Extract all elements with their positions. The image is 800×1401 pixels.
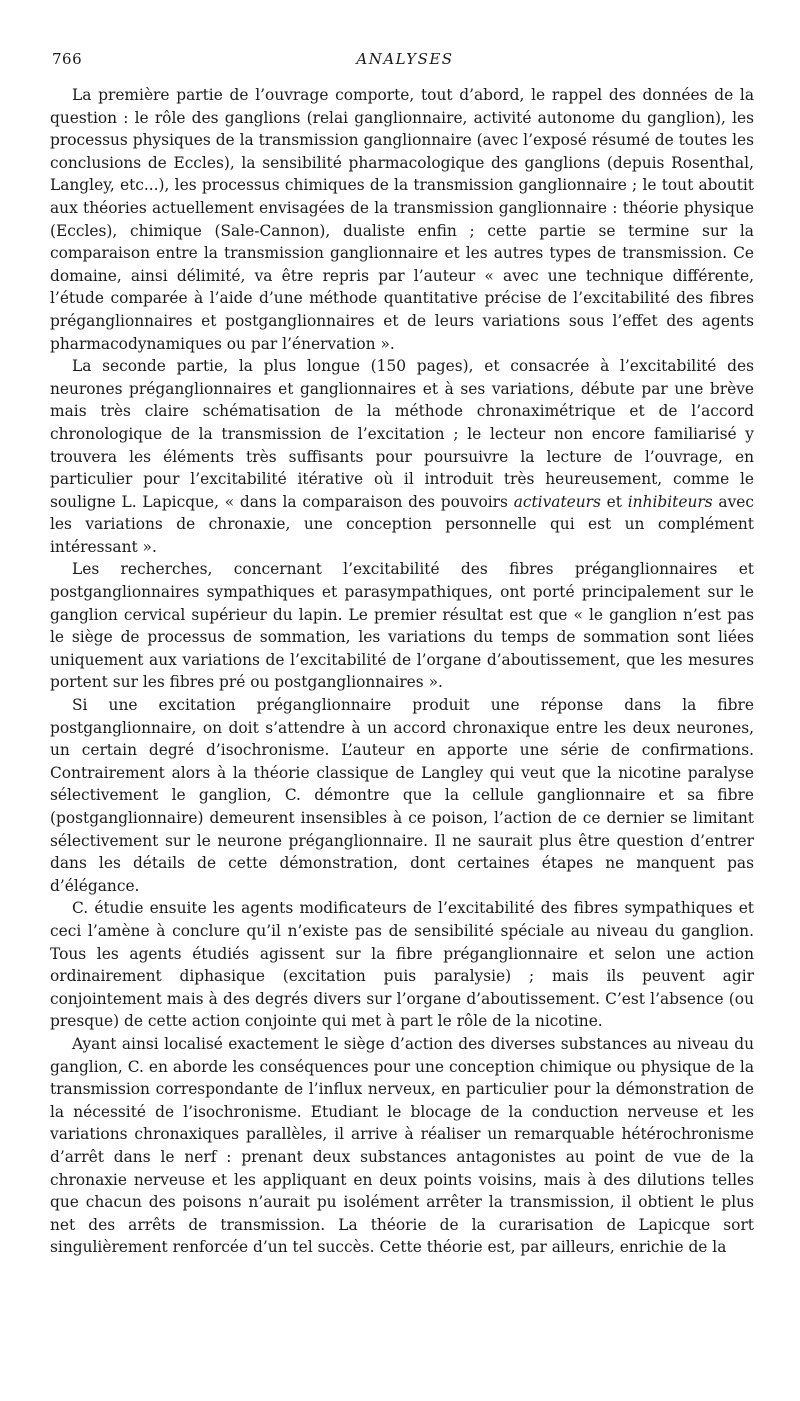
paragraph-text: Les recherches, concernant l’excitabilité des fibres préganglionnaires et postganglionnaires sympathiques et parasympathiques, ont porté principalement sur le ganglion cervical supérieur du lapin. Le premier résultat est que « le ganglion n’est pas le siège de processus de sommation, les variations du temps de sommation sont liées uniquement aux variations de l’excitabilité de l’organe d’aboutissement, que les mesures portent sur les fibres pré ou postganglionnaires ». [50, 560, 754, 692]
paragraph [50, 355, 754, 558]
paragraph [50, 1033, 754, 1259]
paragraph-text: La première partie de l’ouvrage comporte, tout d’abord, le rappel des données de la question : le rôle des ganglions (relai ganglionnaire, activité autonome du ganglion), les processus physiques de la transmission ganglionnaire (avec l’exposé résumé de toutes les conclusions de Eccles), la sensibilité pharmacologique des ganglions (depuis Rosenthal, Langley, etc...), les processus chimiques de la transmission ganglionnaire ; le tout aboutit aux théories actuellement envisagées de la transmission ganglionnaire : théorie physique (Eccles), chimique (Sale-Cannon), dualiste enfin ; cette partie se termine sur la comparaison entre la transmission ganglionnaire et les autres types de transmission. Ce domaine, ainsi délimité, va être repris par l’auteur « avec une technique différente, l’étude comparée à l’aide d’une méthode quantitative précise de l’excitabilité des fibres préganglionnaires et postganglionnaires et de leurs variations sous l’effet des agents pharmacodynamiques ou par l’énervation ». [50, 86, 754, 353]
paragraph-text: C. étudie ensuite les agents modificateurs de l’excitabilité des fibres sympathiques et ceci l’amène à conclure qu’il n’existe pas de sensibilité spéciale au niveau du ganglion. Tous les agents étudiés agissent sur la fibre préganglionnaire et selon une action ordinairement diphasique (excitation puis paralysie) ; mais ils peuvent agir conjointement mais à des degrés divers sur l’organe d’aboutissement. C’est l’absence (ou presque) de cette action conjointe qui met à part le rôle de la nicotine. [50, 899, 754, 1031]
page-header [52, 50, 758, 72]
paragraph [50, 694, 754, 897]
paragraph-text: et [600, 492, 628, 511]
italic-text: activateurs [513, 492, 601, 511]
paragraph-text: Si une excitation préganglionnaire produit une réponse dans la fibre postganglionnaire, on doit s’attendre à un accord chronaxique entre les deux neurones, un certain degré d’isochronisme. L’auteur en apporte une série de confirmations. Contrairement alors à la théorie classique de Langley qui veut que la nicotine paralyse sélectivement le ganglion, C. démontre que la cellule ganglionnaire et sa fibre (postganglionnaire) demeurent insensibles à ce poison, l’action de ce dernier se limitant sélectivement sur le neurone préganglionnaire. Il ne saurait plus être question d’entrer dans les détails de cette démonstration, dont certaines étapes ne manquent pas d’élégance. [50, 696, 754, 895]
paragraph [50, 84, 754, 355]
italic-text: inhibiteurs [627, 492, 713, 511]
paragraph-text: La seconde partie, la plus longue (150 pages), et consacrée à l’excitabilité des neurones préganglionnaires et ganglionnaires et à ses variations, débute par une brève mais très claire schématisation de la méthode chronaximétrique et de l’accord chronologique de la transmission de l’excitation ; le lecteur non encore familiarisé y trouvera les éléments très suffisants pour poursuivre la lecture de l’ouvrage, en particulier pour l’excitabilité itérative où il introduit très heureusement, comme le souligne L. Lapicque, « dans la comparaison des pouvoirs [50, 357, 754, 511]
page-number: 766 [52, 50, 83, 68]
paragraph-text: avec les variations de chronaxie, une conception personnelle qui est un complément intéressant ». [50, 492, 754, 556]
running-head: ANALYSES [356, 50, 454, 68]
body-text [50, 84, 754, 1259]
paragraph [50, 897, 754, 1033]
paragraph-text: Ayant ainsi localisé exactement le siège d’action des diverses substances au niveau du ganglion, C. en aborde les conséquences pour une conception chimique ou physique de la transmission correspondante de l’influx nerveux, en particulier pour la démonstration de la nécessité de l’isochronisme. Etudiant le blocage de la conduction nerveuse et les variations chronaxiques parallèles, il arrive à réaliser un remarquable hétérochronisme d’arrêt dans le nerf : prenant deux substances antagonistes au point de vue de la chronaxie nerveuse et les appliquant en deux points voisins, mais à des dilutions telles que chacun des poisons n’aurait pu isolément arrêter la transmission, il obtient le plus net des arrêts de transmission. La théorie de la curarisation de Lapicque sort singulièrement renforcée d’un tel succès. Cette théorie est, par ailleurs, enrichie de la [50, 1034, 754, 1257]
paragraph [50, 558, 754, 694]
